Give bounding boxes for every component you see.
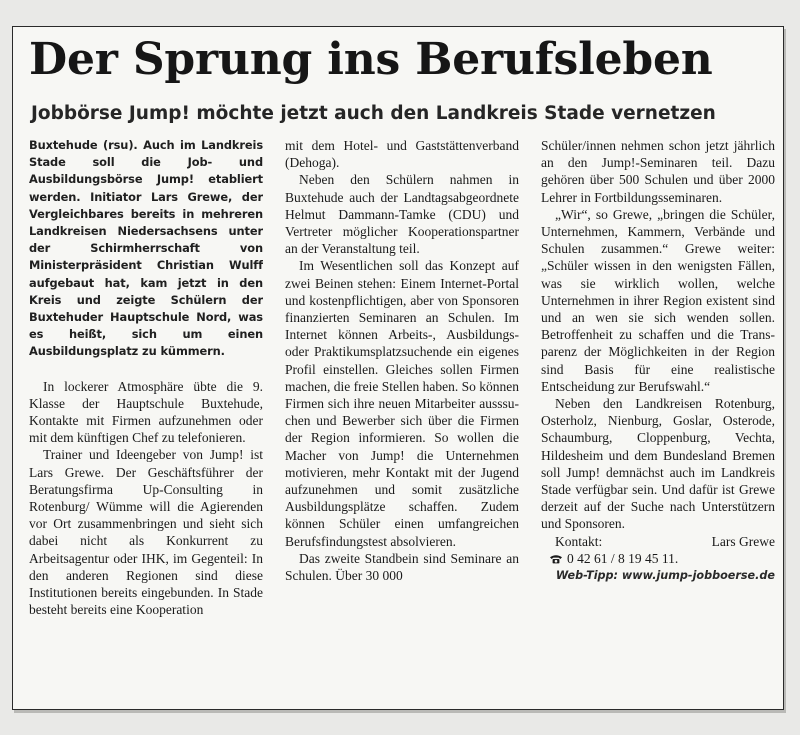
telephone-icon bbox=[549, 554, 563, 564]
paragraph: Im Wesentlichen soll das Konzept auf zwei Beinen stehen: Einem Internet-Portal und kostenpflichtigen, aber von Sponsoren finanzierten Seminaren an Schulen. Im Internet können Arbeits-, Ausbildungs- oder Praktikumsplatzsuchende ein eigenes Profil einstellen. Gleiches sollen Firmen machen, die freie Stellen haben. So können Firmen sich ihre neuen Mitarbeiter ausssuchen und Bewerber sich über die Firmen der Region informieren. So wollen die Macher von Jump! die Unternehmen motivieren, mehr Kontakt mit der Jugend aufzunehmen und somit zusätzliche Ausbildungsplätze schaffen. Zudem können Schüler einen umfangreichen Berufsfindungstest absolvieren. bbox=[285, 258, 519, 549]
column-3 bbox=[541, 137, 775, 702]
column-2 bbox=[285, 137, 519, 702]
article-body bbox=[29, 137, 773, 702]
web-tip[interactable]: Web-Tipp: www.jump-jobboerse.de bbox=[555, 569, 775, 583]
phone-number: 0 42 61 / 8 19 45 11. bbox=[567, 550, 679, 566]
paragraph: mit dem Hotel- und Gaststättenverband (Dehoga). bbox=[285, 138, 519, 171]
paragraph: In lockerer Atmosphäre übte die 9. Klasse der Hauptschule Buxtehude, Kontakte mit Firmen aufzunehmen oder mit dem künftigen Chef zu telefonieren. bbox=[29, 378, 263, 446]
headline: Der Sprung ins Berufsleben bbox=[29, 34, 713, 85]
contact-label: Kontakt: bbox=[555, 533, 603, 549]
column-1 bbox=[29, 137, 263, 702]
paragraph: Das zweite Standbein sind Seminare an Schulen. Über 30 000 bbox=[285, 550, 519, 584]
paragraph: Neben den Schülern nahmen in Buxtehude auch der Landtagsabgeordnete Helmut Dammann-Tamke (CDU) und Vertreter möglicher Kooperationspartner an der Veranstaltung teil. bbox=[285, 172, 519, 257]
paragraph-gap bbox=[29, 361, 263, 378]
paragraph: Schüler/innen nehmen schon jetzt jährlich an den Jump!-Seminaren teil. Dazu gehören über 500 Schulen und über 2000 Lehrer in Fortbildungsseminaren. bbox=[541, 138, 775, 205]
lead-paragraph: Buxtehude (rsu). Auch im Landkreis Stade soll die Job- und Ausbildungsbörse Jump! etabliert werden. Initiator Lars Grewe, der Vergleichbares bereits in mehreren Landkreisen Niedersachsens unter der Schirmherrschaft von Ministerpräsident Christian Wulff aufgebaut hat, kam jetzt in den Kreis und zeigte Schülern der Buxtehuder Hauptschule Nord, was es heißt, sich um einen Ausbildungsplatz zu kümmern. bbox=[29, 138, 263, 359]
newspaper-clipping bbox=[12, 26, 784, 710]
phone-line bbox=[541, 550, 775, 567]
contact-name: Lars Grewe bbox=[711, 533, 775, 549]
paragraph: „Wir“, so Grewe, „bringen die Schüler, Unternehmen, Kammern, Verbände und Schulen zusammen.“ Grewe weiter: „Schüler wissen in den wenigsten Fällen, was sie wirklich wollen, welche Unternehmen in ihrer Region existent sind und an wen sie sich wenden sollen. Betroffenheit zu schaffen und die Transparenz der Möglichkeiten in der Region sind Basis für eine realistische Entscheidung zur Berufswahl.“ bbox=[541, 206, 775, 394]
paragraph: Neben den Landkreisen Rotenburg, Osterholz, Nienburg, Goslar, Osterode, Schaumburg, Cloppenburg, Vechta, Hildesheim und dem Bundesland Bremen soll Jump! demnächst auch im Landkreis Stade verfügbar sein. Und dafür ist Grewe derzeit auf der Suche nach Unterstützern und Sponsoren. bbox=[541, 396, 775, 532]
contact-line bbox=[541, 533, 775, 550]
paragraph: Trainer und Ideengeber von Jump! ist Lars Grewe. Der Geschäftsführer der Beratungsfirma Up-Consulting in Rotenburg/ Wümme will die Agierenden vor Ort zusammenbringen und sieht sich dabei nicht als Konkurrent zu Arbeitsagentur oder IHK, im Gegenteil: In den anderen Regionen sind diese Institutionen bereits eingebunden. In Stade besteht bereits eine Kooperation bbox=[29, 447, 263, 618]
subheadline: Jobbörse Jump! möchte jetzt auch den Landkreis Stade vernetzen bbox=[31, 103, 716, 124]
